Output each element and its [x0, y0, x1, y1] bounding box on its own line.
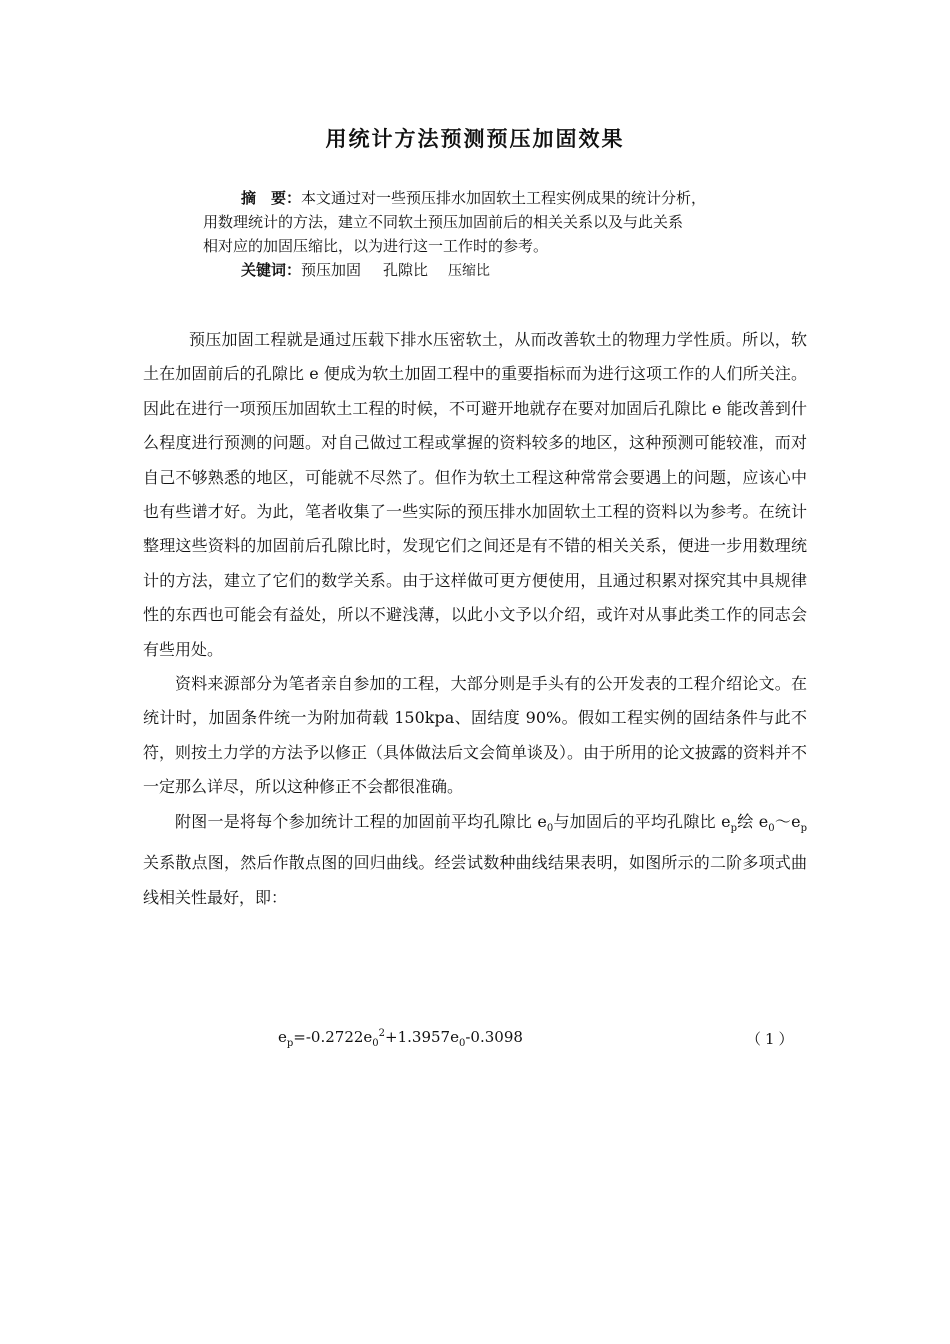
formula-term-1-sub: 0: [372, 1038, 379, 1049]
regression-formula: [0, 1028, 950, 1052]
paper-title: 用统计方法预测预压加固效果: [325, 127, 625, 151]
formula-term-1: =-0.2722e: [293, 1028, 373, 1046]
paragraph-3-text-5: 关系散点图，然后作散点图的回归曲线。经尝试数种曲线结果表明，如图所示的二阶多项式曲线相关性最好，即：: [143, 853, 807, 907]
abstract-line-3: 相对应的加固压缩比，以为进行这一工作时的参考。: [203, 237, 549, 255]
keyword-1: 预压加固: [301, 261, 362, 279]
abstract-label: 摘 要：: [241, 189, 302, 207]
keyword-3: 压缩比: [448, 263, 491, 279]
body-text: [143, 323, 807, 915]
formula-term-1-sup: 2: [378, 1028, 386, 1039]
paragraph-3-text-1: 附图一是将每个参加统计工程的加固前平均孔隙比 e: [175, 811, 547, 831]
formula-term-2-sub: 0: [458, 1038, 466, 1049]
subscript-0: 0: [768, 822, 775, 834]
abstract-line-2: 用数理统计的方法，建立不同软土预压加固前后的相关关系以及与此关系: [203, 213, 684, 231]
paragraph-3-text-3: 绘 e: [737, 811, 769, 831]
formula-term-3: -0.3098: [465, 1028, 523, 1046]
paragraph-3: [143, 805, 807, 915]
subscript-p: p: [730, 822, 738, 834]
keywords-line: [203, 258, 783, 283]
paragraph-2: 资料来源部分为笔者亲自参加的工程，大部分则是手头有的公开发表的工程介绍论文。在统计时，加固条件统一为附加荷载 150kpa、固结度 90%。假如工程实例的固结条件与此不符，则按土力学的方法予以修正（具体做法后文会简单谈及）。由于所用的论文披露的资料并不一定那么详尽，所以这种修正不会都很准确。: [143, 674, 808, 797]
keyword-2: 孔隙比: [383, 261, 429, 279]
formula-lhs: e: [278, 1028, 287, 1046]
keywords-label: 关键词：: [241, 261, 302, 279]
equation-number: （1）: [746, 1030, 798, 1048]
abstract-line-1: [203, 186, 783, 210]
paragraph-3-text-4: ～e: [774, 811, 801, 831]
formula-lhs-sub: p: [286, 1038, 294, 1049]
subscript-p: p: [800, 822, 807, 834]
paragraph-3-text-2: 与加固后的平均孔隙比 e: [553, 811, 731, 831]
formula-term-2: +1.3957e: [385, 1028, 459, 1046]
subscript-0: 0: [546, 822, 554, 834]
formula-expression: [278, 1028, 523, 1049]
paragraph-1: 预压加固工程就是通过压载下排水压密软土，从而改善软土的物理力学性质。所以，软土在加固前后的孔隙比 e 便成为软土加固工程中的重要指标而为进行这项工作的人们所关注。因此在进行一项预压加固软土工程的时候，不可避开地就存在要对加固后孔隙比 e 能改善到什么程度进行预测的问题。对自己做过工程或掌握的资料较多的地区，这种预测可能较准，而对自己不够熟悉的地区，可能就不尽然了。但作为软土工程这种常常会要遇上的问题，应该心中也有些谱才好。为此，笔者收集了一些实际的预压排水加固软土工程的资料以为参考。在统计整理这些资料的加固前后孔隙比时，发现它们之间还是有不错的相关关系，便进一步用数理统计的方法，建立了它们的数学关系。由于这样做可更方便使用，且通过积累对探究其中具规律性的东西也可能会有益处，所以不避浅薄，以此小文予以介绍，或许对从事此类工作的同志会有些用处。: [143, 330, 807, 659]
abstract-text-1: 本文通过对一些预压排水加固软土工程实例成果的统计分析，: [301, 189, 707, 207]
abstract-block: [203, 186, 783, 283]
